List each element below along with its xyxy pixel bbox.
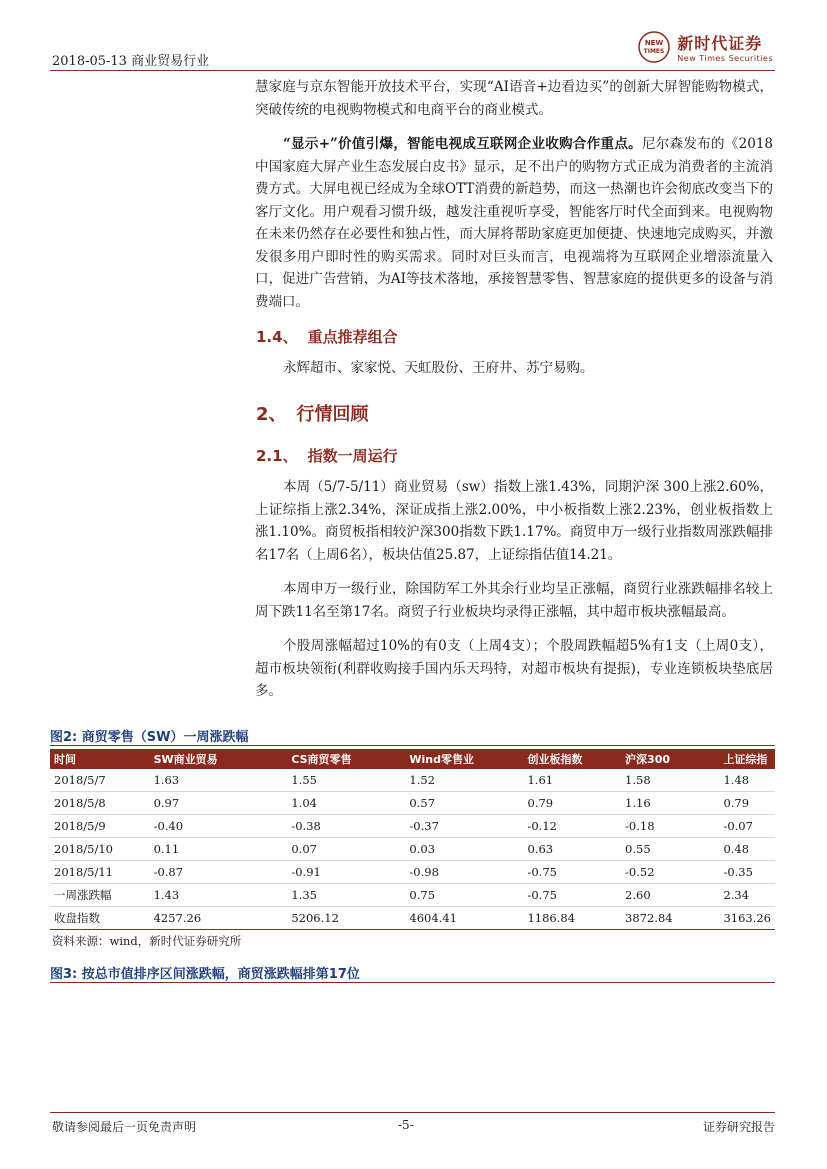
logo-en-text: New Times Securities — [677, 54, 773, 63]
figure-2-title: 图2: 商贸零售（SW）一周涨跌幅 — [50, 730, 249, 745]
index-review-paragraph-1: 本周（5/7-5/11）商业贸易（sw）指数上涨1.43%，同期沪深 300上涨2.60%，上证综指上涨2.34%，深证成指上涨2.00%，中小板指数上涨2.23%，创业板指数上涨1.10%。商贸板指相较沪深300指数下跌1.17%。商贸申万一级行业指数周涨跌幅排名17名（上周6名），板块估值25.87，上证综指估值14.21。 — [255, 479, 773, 563]
heading-2-1-number: 2.1、 — [256, 447, 298, 465]
table-cell: -0.18 — [621, 815, 719, 838]
table-cell: -0.87 — [150, 861, 288, 884]
table-cell: 1.43 — [150, 884, 288, 907]
svg-text:TIMES: TIMES — [643, 48, 665, 55]
intro-paragraph-2 — [255, 133, 773, 313]
table-cell: -0.38 — [287, 815, 405, 838]
table-cell: -0.12 — [523, 815, 621, 838]
index-review-block — [255, 476, 773, 703]
svg-text:NEW: NEW — [645, 39, 664, 47]
table-cell: 一周涨跌幅 — [50, 884, 150, 907]
column-header: 创业板指数 — [523, 749, 621, 769]
table-cell: 2.60 — [621, 884, 719, 907]
table-cell: 5206.12 — [287, 907, 405, 930]
table-cell: 2018/5/10 — [50, 838, 150, 861]
intro-paragraph-1: 慧家庭与京东智能开放技术平台，实现“AI语音+边看边买”的创新大屏智能购物模式，突破传统的电视购物模式和电商平台的商业模式。 — [255, 79, 773, 118]
table-cell: 2018/5/9 — [50, 815, 150, 838]
column-header: Wind零售业 — [405, 749, 523, 769]
table-row — [50, 769, 775, 792]
intro-block — [255, 76, 773, 313]
table-cell: 0.97 — [150, 792, 288, 815]
figure-3-title: 图3: 按总市值排序区间涨跌幅，商贸涨跌幅排第17位 — [50, 967, 360, 982]
table-cell: 1186.84 — [523, 907, 621, 930]
heading-2-number: 2、 — [256, 404, 287, 425]
heading-2-title: 行情回顾 — [296, 404, 369, 425]
column-header: 时间 — [50, 749, 150, 769]
table-cell: 0.55 — [621, 838, 719, 861]
table-cell: -0.91 — [287, 861, 405, 884]
header-rule — [50, 70, 775, 71]
intro-paragraph-2-lead: “显示+”价值引爆，智能电视成互联网企业收购合作重点。 — [283, 136, 642, 152]
table-cell: -0.40 — [150, 815, 288, 838]
table-row — [50, 861, 775, 884]
footer-disclaimer: 敬请参阅最后一页免责声明 — [52, 1120, 197, 1134]
intro-paragraph-2-body: 尼尔森发布的《2018中国家庭大屏产业生态发展白皮书》显示，足不出户的购物方式正成为消费者的主流消费方式。大屏电视已经成为全球OTT消费的新趋势，而这一热潮也许会彻底改变当下的客厅文化。用户观看习惯升级，越发注重视听享受，智能客厅时代全面到来。电视购物在未来仍然存在必要性和独占性，而大屏将帮助家庭更加便捷、快速地完成购买，并激发很多用户即时性的购买需求。同时对巨头而言，电视端将为互联网企业增添流量入口，促进广告营销，为AI等技术落地，承接智慧零售、智慧家庭的提供更多的设备与消费端口。 — [255, 136, 774, 310]
table-row — [50, 792, 775, 815]
table-cell: 1.04 — [287, 792, 405, 815]
figure-3-rule — [50, 982, 775, 983]
heading-1-4-title: 重点推荐组合 — [307, 328, 398, 346]
table-cell: 0.79 — [719, 792, 775, 815]
table-cell: 1.16 — [621, 792, 719, 815]
heading-2-1-title: 指数一周运行 — [307, 447, 398, 465]
table-cell: -0.37 — [405, 815, 523, 838]
table-header-row — [50, 749, 775, 769]
heading-1-4-number: 1.4、 — [256, 328, 298, 346]
page-number: -5- — [398, 1118, 414, 1132]
index-review-paragraph-3: 个股周涨幅超过10%的有0支（上周4支）；个股周跌幅超5%有1支（上周0支），超市板块领衔(利群收购接手国内乐天玛特，对超市板块有提振)，专业连锁板块垫底居多。 — [255, 638, 773, 699]
table-cell: 4257.26 — [150, 907, 288, 930]
table-cell: 0.57 — [405, 792, 523, 815]
table-cell: 1.35 — [287, 884, 405, 907]
table-cell: 2.34 — [719, 884, 775, 907]
figure-2-source: 资料来源：wind，新时代证券研究所 — [52, 934, 242, 948]
heading-2-1 — [256, 445, 398, 466]
table-cell: 0.79 — [523, 792, 621, 815]
table-cell: 0.07 — [287, 838, 405, 861]
table-cell: 1.48 — [719, 769, 775, 792]
table-row — [50, 838, 775, 861]
column-header: 沪深300 — [621, 749, 719, 769]
figure-2-table — [50, 749, 775, 930]
table-cell: 2018/5/8 — [50, 792, 150, 815]
table-cell: 4604.41 — [405, 907, 523, 930]
table-cell: 1.52 — [405, 769, 523, 792]
table-cell: 收盘指数 — [50, 907, 150, 930]
footer-report-type: 证券研究报告 — [702, 1120, 775, 1134]
recommended-portfolio-text: 永辉超市、家家悦、天虹股份、王府井、苏宁易购。 — [283, 360, 594, 376]
table-cell: -0.98 — [405, 861, 523, 884]
table-cell: 0.03 — [405, 838, 523, 861]
table-cell: 0.48 — [719, 838, 775, 861]
figure-2-rule — [50, 745, 775, 746]
table-cell: 2018/5/11 — [50, 861, 150, 884]
table-cell: 0.75 — [405, 884, 523, 907]
table-cell: 2018/5/7 — [50, 769, 150, 792]
table-row — [50, 884, 775, 907]
table-cell: 1.55 — [287, 769, 405, 792]
table-cell: -0.52 — [621, 861, 719, 884]
column-header: SW商业贸易 — [150, 749, 288, 769]
table-cell: -0.35 — [719, 861, 775, 884]
logo-mark-icon — [637, 30, 671, 64]
table-cell: -0.07 — [719, 815, 775, 838]
footer-rule — [50, 1112, 775, 1113]
table-cell: 1.63 — [150, 769, 288, 792]
column-header: CS商贸零售 — [287, 749, 405, 769]
column-header: 上证综指 — [719, 749, 775, 769]
header-date-sector: 2018-05-13 商业贸易行业 — [52, 54, 210, 69]
table-cell: -0.75 — [523, 884, 621, 907]
logo-cn-text: 新时代证券 — [677, 34, 763, 53]
heading-1-4 — [256, 326, 398, 347]
heading-2 — [256, 400, 369, 426]
table-cell: 0.63 — [523, 838, 621, 861]
company-logo — [637, 30, 773, 64]
table-cell: 1.58 — [621, 769, 719, 792]
table-cell: 3163.26 — [719, 907, 775, 930]
table-cell: 1.61 — [523, 769, 621, 792]
table-cell: -0.75 — [523, 861, 621, 884]
table-cell: 3872.84 — [621, 907, 719, 930]
table-cell: 0.11 — [150, 838, 288, 861]
table-row — [50, 815, 775, 838]
index-review-paragraph-2: 本周申万一级行业，除国防军工外其余行业均呈正涨幅，商贸行业涨跌幅排名较上周下跌11名至第17名。商贸子行业板块均录得正涨幅，其中超市板块涨幅最高。 — [255, 581, 773, 620]
table-row — [50, 907, 775, 930]
